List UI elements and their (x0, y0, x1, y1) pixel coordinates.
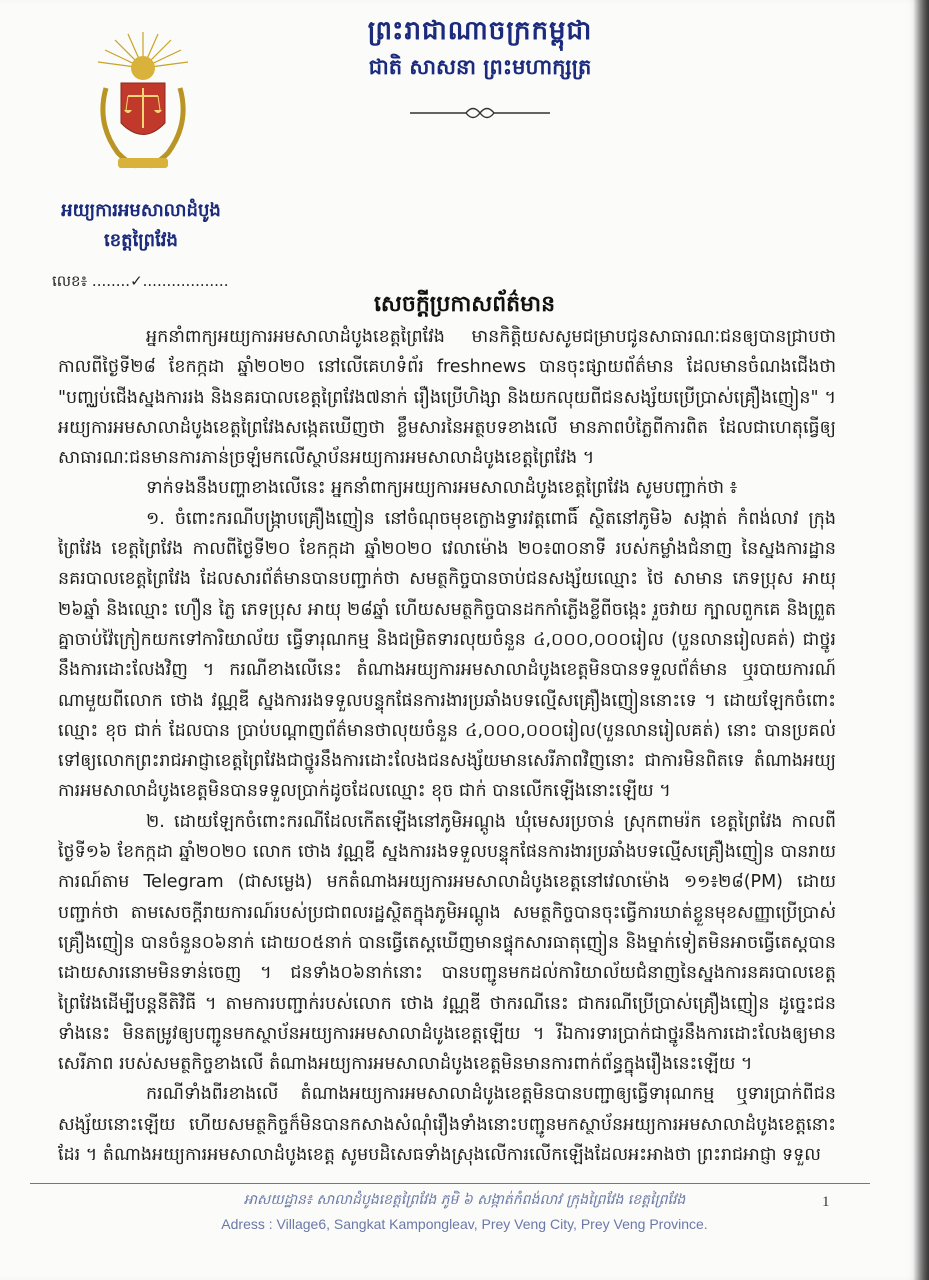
body-paragraph: ២. ដោយឡែកចំពោះករណីដែលកើតឡើងនៅភូមិអណ្តូង ឃុំមេសរប្រចាន់ ស្រុកពាមរ៉ក ខេត្តព្រៃវែង កាលពី ថ្ងៃទី១៦ ខែកក្កដា ឆ្នាំ២០២០ លោក ថោង វណ្ណឌី ស្នងការរងទទួលបន្ទុកផែនការងារប្រឆាំងបទល្មើសគ្រឿងញៀន បានរាយការណ៍តាម Telegram (ជាសម្លេង) មកតំណាងអយ្យការអមសាលាដំបូងខេត្តនៅវេលាម៉ោង ១១៖២៨(PM) ដោយបញ្ជាក់ថា តាមសេចក្តីរាយការណ៍របស់ប្រជាពលរដ្ឋស្ថិតក្នុងភូមិអណ្តូង សមត្ថកិច្ចបានចុះធ្វើការឃាត់ខ្លួនមុខសញ្ញាប្រើប្រាស់គ្រឿងញៀន បានចំនួន០៦នាក់ ដោយ០៥នាក់ បានធ្វើតេស្តឃើញមានផ្ទុកសារធាតុញៀន និងម្នាក់ទៀតមិនអាចធ្វើតេស្តបានដោយសារនោមមិនទាន់ចេញ ។ ជនទាំង០៦នាក់នោះ បានបញ្ជូនមកដល់ការិយាល័យជំនាញនៃស្នងការនគរបាលខេត្តព្រៃវែងដើម្បីបន្តនីតិវិធី ។ តាមការបញ្ជាក់របស់លោក ថោង វណ្ណឌី ថាករណីនេះ ជាករណីប្រើប្រាស់គ្រឿងញៀន ដូច្នេះជនទាំងនេះ មិនតម្រូវឲ្យបញ្ជូនមកស្ថាប័នអយ្យការអមសាលាដំបូងខេត្តឡើយ ។ រីឯការទារប្រាក់ជាថ្នូរនឹងការដោះលែងឲ្យមានសេរីភាព របស់សមត្ថកិច្ចខាងលើ តំណាងអយ្យការអមសាលាដំបូងខេត្តមិនមានការពាក់ព័ន្ធក្នុងរឿងនេះឡើយ ។ (58, 811, 836, 1075)
page-edge-shadow (913, 0, 929, 1280)
body-paragraph: អ្នកនាំពាក្យអយ្យការអមសាលាដំបូងខេត្តព្រៃវែង មានកិត្តិយសសូមជម្រាបជូនសាធារណៈជនឲ្យបានជ្រាបថា កាលពីថ្ងៃទី២៨ ខែកក្កដា ឆ្នាំ២០២០ នៅលើគេហទំព័រ freshnews បានចុះផ្សាយព័ត៌មាន ដែលមានចំណងជើងថា "បញ្ឈប់ជើងស្នងការរង និងនគរបាលខេត្តព្រៃវែង៧នាក់ រឿងប្រើហិង្សា និងយកលុយពីជនសង្ស័យប្រើប្រាស់គ្រឿងញៀន" ។ អយ្យការអមសាលាដំបូងខេត្តព្រៃវែងសង្កេតឃើញថា ខ្លឹមសារនៃអត្ថបទខាងលើ មានភាពបំភ្លៃពីការពិត ដែលជាហេតុធ្វើឲ្យសាធារណៈជនមានការភាន់ច្រឡំមកលើស្ថាប័នអយ្យការអមសាលាដំបូងខេត្តព្រៃវែង ។ (58, 327, 836, 469)
page-number: 1 (822, 1194, 830, 1210)
footer-address-khmer: អាសយដ្ឋាន៖ សាលាដំបូងខេត្តព្រៃវែង ភូមិ ៦ សង្កាត់កំពង់លាវ ក្រុងព្រៃវែង ខេត្តព្រៃវែង (243, 1192, 686, 1208)
reference-number-line: លេខ៖ ........✓.................. (52, 272, 229, 290)
kingdom-title: ព្រះរាជាណាចក្រកម្ពុជា (367, 16, 593, 46)
document-body (58, 322, 836, 1170)
body-paragraph: ករណីទាំងពីរខាងលើ តំណាងអយ្យការអមសាលាដំបូងខេត្តមិនបានបញ្ជាឲ្យធ្វើទារុណកម្ម ឬទារប្រាក់ពីជនសង្ស័យនោះឡើយ ហើយសមត្ថកិច្ចក៏មិនបានកសាងសំណុំរឿងទាំងនោះបញ្ជូនមកស្ថាប័នអយ្យការអមសាលាដំបូងខេត្តនោះដែរ ។ តំណាងអយ្យការអមសាលាដំបូងខេត្ត សូមបដិសេធទាំងស្រុងលើការលើកឡើងដែលអះអាងថា ព្រះរាជអាជ្ញា ទទួល (58, 1084, 836, 1166)
issuing-office-name: អយ្យការអមសាលាដំបូង (61, 200, 221, 221)
body-paragraph: ១. ចំពោះករណីបង្ក្រាបគ្រឿងញៀន នៅចំណុចមុខក្លោងទ្វារវត្តពោធិ៍ ស្ថិតនៅភូមិ៦ សង្កាត់ កំពង់លាវ ក្រុងព្រៃវែង ខេត្តព្រៃវែង កាលពីថ្ងៃទី២០ ខែកក្កដា ឆ្នាំ២០២០ វេលាម៉ោង ២០៖៣០នាទី របស់កម្លាំងជំនាញ នៃស្នងការដ្ឋាននគរបាលខេត្តព្រៃវែង ដែលសារព័ត៌មានបានបញ្ជាក់ថា សមត្ថកិច្ចបានចាប់ជនសង្ស័យឈ្មោះ ថៃ សាមាន ភេទប្រុស អាយុ ២៦ឆ្នាំ និងឈ្មោះ ហឿន ភ្លៃ ភេទប្រុស អាយុ ២៨ឆ្នាំ ហើយសមត្ថកិច្ចបានដកកាំភ្លើងខ្លីពីចង្កេះ រួចវាយ ក្បាលពួកគេ និងព្រួតគ្នាចាប់វ៉ៃក្រៀកយកទៅការិយាល័យ ធ្វើទារុណកម្ម និងជម្រិតទារលុយចំនួន ៤,០០០,០០០រៀល (បួនលានរៀលគត់) ជាថ្នូរនឹងការដោះលែងវិញ ។ ករណីខាងលើនេះ តំណាងអយ្យការអមសាលាដំបូងខេត្តមិនបានទទួលព័ត៌មាន ឬរបាយការណ៍ណាមួយពីលោក ថោង វណ្ណឌី ស្នងការរងទទួលបន្ទុកផែនការងារប្រឆាំងបទល្មើសគ្រឿងញៀននោះទេ ។ ដោយឡែកចំពោះឈ្មោះ ខុច ជាក់ ដែលបាន ប្រាប់បណ្តាញព័ត៌មានថាលុយចំនួន ៤,០០០,០០០រៀល(បួនលានរៀលគត់) នោះ បានប្រគល់ទៅឲ្យលោកព្រះរាជអាជ្ញាខេត្តព្រៃវែងជាថ្នូរនឹងការដោះលែងជនសង្ស័យមានសេរីភាពវិញនោះ ជាការមិនពិតទេ តំណាងអយ្យការអមសាលាដំបូងខេត្តមិនបានទទួលប្រាក់ដូចដែលឈ្មោះ ខុច ជាក់ បានលើកឡើងនោះឡើយ ។ (58, 508, 836, 802)
issuing-office-province: ខេត្តព្រៃវែង (104, 230, 178, 251)
kingdom-motto: ជាតិ សាសនា ព្រះមហាក្សត្រ (368, 54, 592, 79)
court-emblem-icon (88, 28, 198, 178)
footer-address-english: Adress : Village6, Sangkat Kampongleav, Prey Veng City, Prey Veng Province. (221, 1216, 708, 1232)
divider-ornament-icon (410, 104, 550, 122)
document-title: សេចក្តីប្រកាសព័ត៌មាន (373, 291, 556, 317)
footer-divider (30, 1183, 870, 1184)
body-paragraph: ទាក់ទងនឹងបញ្ហាខាងលើនេះ អ្នកនាំពាក្យអយ្យការអមសាលាដំបូងខេត្តព្រៃវែង សូមបញ្ជាក់ថា ៖ (146, 478, 738, 499)
